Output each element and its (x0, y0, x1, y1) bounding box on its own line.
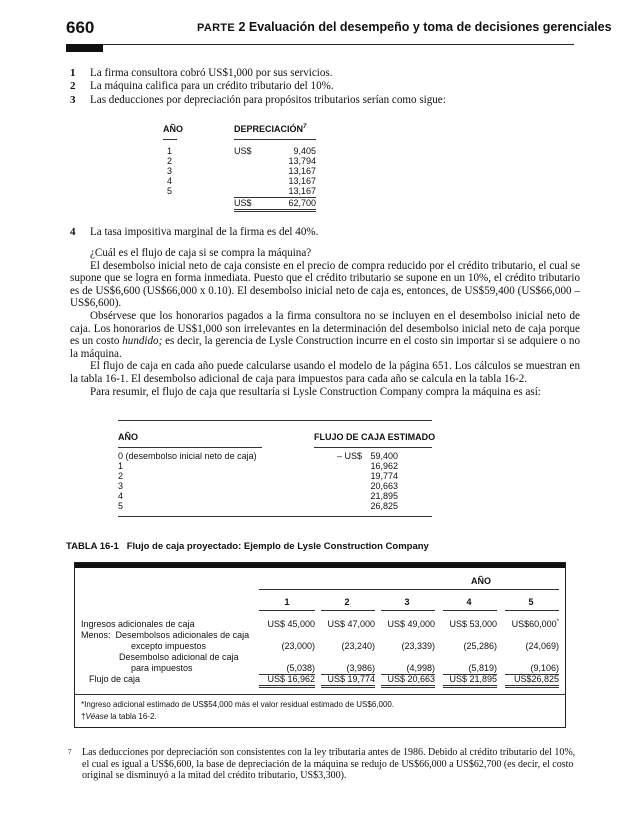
cash-value: 19,774 (370, 471, 398, 481)
t161-cell: (23,240) (341, 641, 375, 651)
dep-year: 3 (167, 166, 173, 176)
cash-year: 3 (118, 481, 124, 491)
t161-cell: (23,000) (281, 641, 315, 651)
dep-currency: US$ (234, 146, 252, 156)
t161-note: †Véase la tabla 16-2. (81, 712, 157, 721)
list-item: 1 La firma consultora cobró US$1,000 por sus servicios. (70, 67, 333, 79)
t161-row-label: Ingresos adicionales de caja (81, 619, 195, 629)
dep-value: 13,167 (288, 176, 316, 186)
part-title: Evaluación del desempeño y toma de decisiones gerenciales (248, 20, 612, 34)
t161-cell: US$ 47,000 (327, 619, 375, 629)
running-header (197, 20, 612, 34)
t161-row-label: Flujo de caja (89, 674, 141, 684)
t161-year: 3 (404, 597, 410, 607)
body-text (70, 247, 580, 398)
cash-year: 5 (118, 501, 124, 511)
list-item: 2 La máquina califica para un crédito tributario del 10%. (70, 80, 334, 93)
table-caption: TABLA 16-1 Flujo de caja proyectado: Ejemplo de Lysle Construction Company (66, 541, 429, 552)
dep-year: 4 (167, 176, 173, 186)
part-number: 2 (238, 20, 246, 34)
paragraph: El flujo de caja en cada año puede calcularse usando el modelo de la página 651. Los cálculos se muestran en la tabla 16-1. El desembolso adicional de caja para impuestos para cada año se calcula en la tabla 16-2. (70, 360, 580, 385)
dep-value: 9,405 (293, 146, 316, 156)
dep-year: 2 (167, 156, 173, 166)
t161-cell: (24,069) (525, 641, 559, 651)
t161-cell: US$ 19,774 (327, 674, 375, 684)
dep-year: 1 (167, 146, 173, 156)
dep-year: 5 (167, 186, 173, 196)
cash-col-year: AÑO (118, 432, 138, 442)
t161-cell: US$ 16,962 (267, 674, 315, 684)
dep-value: 13,167 (288, 186, 316, 196)
dep-value: 13,794 (288, 156, 316, 166)
cash-value: 20,663 (370, 481, 398, 491)
t161-year: 1 (284, 597, 290, 607)
t161-cell: US$26,825 (513, 674, 559, 684)
footnote-mark: 7 (68, 748, 72, 756)
header-rule (66, 44, 574, 45)
t161-row-label: excepto impuestos (131, 641, 207, 651)
t161-cell: (5,038) (286, 663, 315, 673)
t161-cell: (3,986) (346, 663, 375, 673)
t161-row-label: Menos: Desembolsos adicionales de caja (81, 630, 250, 640)
cash-col-flow: FLUJO DE CAJA ESTIMADO (314, 432, 436, 442)
paragraph: El desembolso inicial neto de caja consiste en el precio de compra reducido por el crédito tributario, el cual se supone que se logra en forma inmediata. Puesto que el crédito tributario se supone en un 10%, el crédito tributario es de US$6,600 (US$66,000 x 0.10). El desembolso inicial neto de caja es, entonces, de US$59,400 (US$66,000 – US$6,600). (70, 259, 580, 310)
dep-value: 13,167 (288, 166, 316, 176)
t161-cell: US$ 20,663 (387, 674, 435, 684)
t161-note: *Ingreso adicional estimado de US$54,000 más el valor residual estimado de US$6,000. (81, 700, 395, 709)
cash-flow-table (118, 420, 436, 520)
cash-value: 26,825 (370, 501, 398, 511)
cash-value: 16,962 (370, 461, 398, 471)
cash-year: 0 (desembolso inicial neto de caja) (118, 451, 257, 461)
t161-cell: (5,819) (468, 663, 497, 673)
table-16-1 (74, 562, 566, 728)
paragraph: Obsérvese que los honorarios pagados a la firma consultora no se incluyen en el desembolso inicial neto de caja. Los honorarios de US$1,000 son irrelevantes en la determinación del desembolso inicial neto de caja porque es un costo hundido; es decir, la gerencia de Lysle Construction incurre en el costo sin importar si se adquiere o no la máquina. (70, 309, 580, 360)
dep-total: 62,700 (288, 198, 316, 208)
dep-col-depreciation: DEPRECIACIÓN$^7$ (234, 124, 307, 134)
facts-list (70, 67, 580, 107)
question: ¿Cuál es el flujo de caja si se compra la máquina? (90, 247, 312, 259)
t161-cell: (9,106) (530, 663, 559, 673)
t161-row-label: para impuestos (131, 663, 193, 673)
footnote (68, 747, 580, 782)
paragraph: Para resumir, el flujo de caja que resultaría si Lysle Construction Company compra la máquina es así: (90, 385, 541, 398)
part-label: PARTE (197, 22, 235, 34)
t161-year: 5 (528, 597, 534, 607)
t161-cell: US$ 49,000 (387, 619, 435, 629)
list-item: 4 La tasa impositiva marginal de la firma es del 40%. (70, 226, 319, 238)
dep-col-year: AÑO (163, 124, 183, 134)
t161-cell: (4,998) (406, 663, 435, 673)
t161-header-year: AÑO (471, 576, 491, 586)
t161-cell: US$ 53,000 (449, 619, 497, 629)
t161-cell: (25,286) (463, 641, 497, 651)
t161-row-label: Desembolso adicional de caja (119, 652, 239, 662)
footnote-text: Las deducciones por depreciación son consistentes con la ley tributaria antes de 1986. Debido al crédito tributario del 10%, el cual es igual a US$6,600, la base de depreciación de la máquina se redujo de US$66,000 a US$62,700 (es decir, el costo original se disminuyó a la mitad del crédito tributario, US$3,300). (82, 747, 576, 782)
list-item: 3 Las deducciones por depreciación para propósitos tributarios serían como sigue: (70, 93, 446, 106)
t161-cell: US$ 45,000 (267, 619, 315, 629)
cash-year: 1 (118, 461, 124, 471)
header-bar (66, 44, 103, 52)
t161-cell: (23,339) (401, 641, 435, 651)
t161-cell: US$ 21,895 (449, 674, 497, 684)
cash-year: 4 (118, 491, 124, 501)
page-number: 660 (66, 18, 95, 37)
t161-year: 4 (466, 597, 472, 607)
t161-year: 2 (344, 597, 350, 607)
dep-total-currency: US$ (234, 198, 252, 208)
depreciation-table (163, 124, 323, 214)
cash-value: 21,895 (370, 491, 398, 501)
cash-prefix: – US$ (337, 451, 363, 461)
cash-year: 2 (118, 471, 124, 481)
cash-value: 59,400 (370, 451, 398, 461)
t161-cell: US$60,000* (511, 619, 559, 629)
